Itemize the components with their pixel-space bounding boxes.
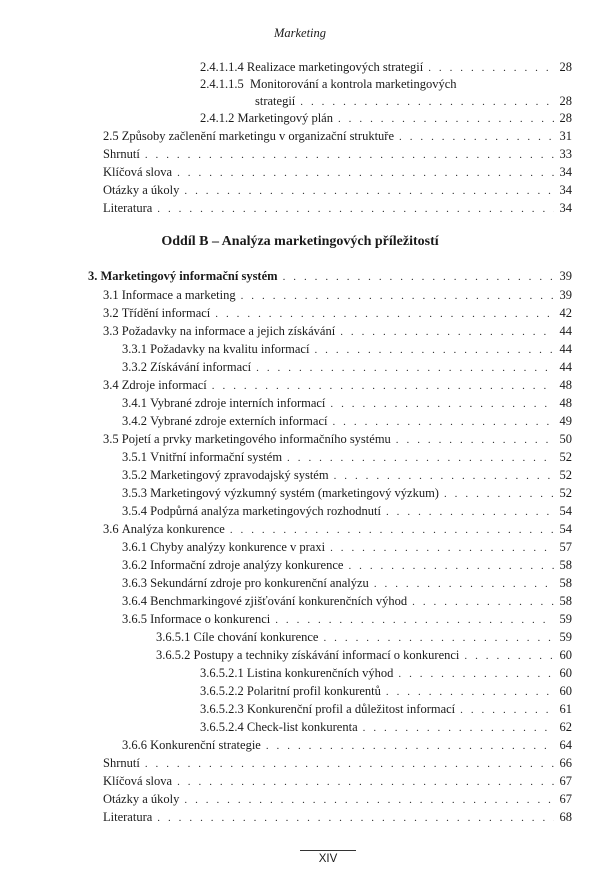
toc-entry-title: Check-list konkurenta <box>246 720 358 734</box>
page-number: XIV <box>318 853 338 865</box>
toc-leader-dots <box>157 201 554 217</box>
toc-entry[interactable] <box>103 377 572 394</box>
toc-entry-number: 3. <box>88 269 98 283</box>
toc-entry[interactable] <box>103 200 572 217</box>
toc-leader-dots <box>363 720 554 736</box>
toc-leader-dots <box>396 432 554 448</box>
section-heading: Oddíl B – Analýza marketingových příležitostí <box>161 234 439 249</box>
toc-entry[interactable] <box>122 503 572 520</box>
toc-entry[interactable] <box>103 128 572 145</box>
toc-entry-title: Informace a marketing <box>121 288 236 302</box>
toc-entry-page: 52 <box>559 468 572 482</box>
toc-entry-page: 49 <box>559 414 572 428</box>
toc-entry-page: 66 <box>559 756 572 770</box>
toc-entry[interactable] <box>103 521 572 538</box>
toc-entry-page: 31 <box>559 129 572 143</box>
toc-entry[interactable] <box>103 791 572 808</box>
toc-entry-title: Sekundární zdroje pro konkurenční analýzu <box>150 576 369 590</box>
toc-leader-dots <box>340 324 554 340</box>
toc-entry-title: Shrnutí <box>103 756 140 770</box>
toc-entry-page: 60 <box>559 684 572 698</box>
toc-entry-page: 28 <box>559 111 572 125</box>
toc-entry[interactable] <box>103 164 572 181</box>
toc-entry-page: 59 <box>559 612 572 626</box>
toc-entry-title: Literatura <box>103 810 153 824</box>
toc-entry-number: 3.6.1 <box>122 540 147 554</box>
toc-leader-dots <box>145 147 554 163</box>
toc-entry-number: 3.6.5.2.3 <box>200 702 244 716</box>
toc-entry[interactable] <box>122 737 572 754</box>
toc-entry-number: 2.4.1.2 <box>200 111 235 125</box>
toc-entry-page: 67 <box>559 774 572 788</box>
toc-leader-dots <box>145 756 554 772</box>
toc-entry-title: Podpůrná analýza marketingových rozhodnutí <box>150 504 381 518</box>
toc-entry[interactable] <box>122 449 572 466</box>
toc-entry-number: 3.6.5.2.2 <box>200 684 244 698</box>
toc-entry-page: 34 <box>559 165 572 179</box>
toc-leader-dots <box>177 774 554 790</box>
toc-entry-page: 68 <box>559 810 572 824</box>
toc-leader-dots <box>399 129 554 145</box>
toc-leader-dots <box>283 269 554 285</box>
toc-entry-title: Vybrané zdroje interních informací <box>150 396 326 410</box>
toc-entry[interactable] <box>200 701 572 718</box>
toc-entry[interactable] <box>122 485 572 502</box>
toc-entry-continuation[interactable] <box>255 93 572 110</box>
toc-leader-dots <box>184 792 554 808</box>
toc-entry[interactable] <box>122 395 572 412</box>
toc-entry-title: Otázky a úkoly <box>103 183 180 197</box>
toc-entry-page: 58 <box>559 576 572 590</box>
toc-leader-dots <box>464 648 554 664</box>
toc-entry[interactable] <box>200 683 572 700</box>
toc-entry[interactable] <box>200 665 572 682</box>
toc-entry-number: 3.6.6 <box>122 738 147 752</box>
toc-entry-page: 60 <box>559 666 572 680</box>
toc-leader-dots <box>428 60 554 76</box>
toc-entry[interactable] <box>200 76 457 92</box>
toc-entry-title: Způsoby začlenění marketingu v organizační struktuře <box>121 129 394 143</box>
toc-leader-dots <box>330 396 554 412</box>
toc-entry-title: Polaritní profil konkurentů <box>246 684 381 698</box>
footer-rule <box>300 850 356 851</box>
toc-entry-page: 64 <box>559 738 572 752</box>
toc-entry-page: 39 <box>559 288 572 302</box>
toc-entry[interactable] <box>122 539 572 556</box>
toc-entry-number: 2.4.1.1.4 <box>200 60 244 74</box>
toc-entry-title: strategií <box>255 94 296 108</box>
toc-leader-dots <box>241 288 554 304</box>
toc-entry-page: 58 <box>559 594 572 608</box>
running-header: Marketing <box>273 26 327 40</box>
toc-entry-title: Zdroje informací <box>121 378 207 392</box>
toc-entry[interactable] <box>103 431 572 448</box>
toc-entry-number: 3.5.1 <box>122 450 147 464</box>
toc-entry-title: Informační zdroje analýzy konkurence <box>150 558 344 572</box>
toc-entry-page: 48 <box>559 378 572 392</box>
toc-entry-number: 3.6.5.1 <box>156 630 191 644</box>
toc-leader-dots <box>332 414 554 430</box>
toc-entry[interactable] <box>103 182 572 199</box>
toc-entry-page: 34 <box>559 183 572 197</box>
toc-entry-title: Realizace marketingových strategií <box>246 60 424 74</box>
toc-entry[interactable] <box>122 413 572 430</box>
toc-entry-number: 3.6.5 <box>122 612 147 626</box>
toc-entry-title: Vybrané zdroje externích informací <box>150 414 328 428</box>
toc-entry-title: Otázky a úkoly <box>103 792 180 806</box>
toc-entry-title: Vnitřní informační systém <box>150 450 283 464</box>
toc-entry-title: Konkurenční strategie <box>150 738 261 752</box>
toc-entry-title: Literatura <box>103 201 153 215</box>
toc-entry-title: Konkurenční profil a důležitost informací <box>246 702 456 716</box>
toc-leader-dots <box>330 540 554 556</box>
toc-leader-dots <box>338 111 554 127</box>
toc-entry-title: Postupy a techniky získávání informací o konkurenci <box>193 648 460 662</box>
toc-entry-page: 33 <box>559 147 572 161</box>
toc-entry-page: 34 <box>559 201 572 215</box>
toc-entry-page: 50 <box>559 432 572 446</box>
toc-entry-page: 58 <box>559 558 572 572</box>
toc-entry-number: 3.6.3 <box>122 576 147 590</box>
toc-entry-page: 44 <box>559 324 572 338</box>
toc-entry-number: 2.5 <box>103 129 119 143</box>
toc-entry-page: 59 <box>559 630 572 644</box>
toc-entry[interactable] <box>122 575 572 592</box>
toc-leader-dots <box>323 630 554 646</box>
toc-entry[interactable] <box>122 341 572 358</box>
toc-entry[interactable] <box>103 305 572 322</box>
toc-entry[interactable] <box>156 629 572 646</box>
toc-leader-dots <box>386 684 554 700</box>
toc-entry-number: 3.3.2 <box>122 360 147 374</box>
toc-entry-title: Marketingový plán <box>237 111 333 125</box>
toc-leader-dots <box>386 504 554 520</box>
toc-entry-number: 3.4 <box>103 378 119 392</box>
toc-entry-page: 54 <box>559 522 572 536</box>
toc-entry-page: 44 <box>559 360 572 374</box>
toc-entry-title: Analýza konkurence <box>121 522 225 536</box>
toc-entry-number: 3.5.4 <box>122 504 147 518</box>
toc-leader-dots <box>348 558 554 574</box>
toc-entry-title: Klíčová slova <box>103 774 173 788</box>
toc-leader-dots <box>460 702 554 718</box>
toc-leader-dots <box>334 468 554 484</box>
toc-entry-number: 3.4.1 <box>122 396 147 410</box>
toc-entry-page: 28 <box>559 60 572 74</box>
toc-leader-dots <box>184 183 554 199</box>
toc-entry[interactable] <box>103 146 572 163</box>
toc-entry-page: 44 <box>559 342 572 356</box>
toc-leader-dots <box>157 810 554 826</box>
toc-entry-page: 60 <box>559 648 572 662</box>
toc-leader-dots <box>412 594 554 610</box>
toc-entry-number: 3.5 <box>103 432 119 446</box>
toc-entry[interactable] <box>122 557 572 574</box>
toc-entry-title: Marketingový informační systém <box>100 269 278 283</box>
toc-entry[interactable] <box>200 110 572 127</box>
toc-entry-number: 3.5.3 <box>122 486 147 500</box>
toc-leader-dots <box>374 576 554 592</box>
toc-entry-title: Požadavky na kvalitu informací <box>150 342 310 356</box>
toc-entry-number: 3.6.5.2 <box>156 648 191 662</box>
toc-leader-dots <box>398 666 554 682</box>
toc-entry-title: Shrnutí <box>103 147 140 161</box>
toc-entry-title: Klíčová slova <box>103 165 173 179</box>
toc-entry-title: Monitorování a kontrola marketingových <box>250 77 457 91</box>
toc-entry-number: 3.6.2 <box>122 558 147 572</box>
toc-entry-page: 39 <box>559 269 572 283</box>
toc-entry[interactable] <box>122 593 572 610</box>
toc-entry-number: 3.3 <box>103 324 119 338</box>
toc-entry[interactable] <box>103 809 572 826</box>
toc-entry-title: Marketingový výzkumný systém (marketingový výzkum) <box>150 486 439 500</box>
toc-entry[interactable] <box>122 467 572 484</box>
toc-leader-dots <box>215 306 554 322</box>
toc-entry-number: 3.6.4 <box>122 594 147 608</box>
toc-entry-number: 3.2 <box>103 306 119 320</box>
toc-entry-number: 3.3.1 <box>122 342 147 356</box>
toc-entry[interactable] <box>103 287 572 304</box>
toc-entry-page: 67 <box>559 792 572 806</box>
toc-leader-dots <box>256 360 554 376</box>
toc-entry[interactable] <box>122 611 572 628</box>
toc-entry-number: 3.6.5.2.1 <box>200 666 244 680</box>
toc-entry-page: 48 <box>559 396 572 410</box>
toc-leader-dots <box>266 738 554 754</box>
toc-chapter-entry[interactable] <box>88 268 572 285</box>
toc-entry-title: Benchmarkingové zjišťování konkurenčních výhod <box>150 594 408 608</box>
toc-entry-title: Cíle chování konkurence <box>193 630 319 644</box>
toc-leader-dots <box>275 612 554 628</box>
toc-entry[interactable] <box>103 755 572 772</box>
toc-entry-page: 62 <box>559 720 572 734</box>
toc-entry-title: Marketingový zpravodajský systém <box>150 468 329 482</box>
toc-entry-number: 3.6.5.2.4 <box>200 720 244 734</box>
toc-entry-title: Třídění informací <box>121 306 211 320</box>
toc-entry-title: Informace o konkurenci <box>150 612 271 626</box>
toc-entry-number: 2.4.1.1.5 <box>200 77 244 91</box>
toc-entry[interactable] <box>103 323 572 340</box>
toc-entry-number: 3.6 <box>103 522 119 536</box>
toc-leader-dots <box>300 94 554 110</box>
toc-entry-page: 52 <box>559 450 572 464</box>
toc-leader-dots <box>177 165 554 181</box>
toc-entry-title: Chyby analýzy konkurence v praxi <box>150 540 326 554</box>
toc-entry-page: 28 <box>559 94 572 108</box>
toc-entry-number: 3.4.2 <box>122 414 147 428</box>
toc-entry-title: Pojetí a prvky marketingového informačního systému <box>121 432 391 446</box>
toc-entry[interactable] <box>200 59 572 76</box>
toc-entry[interactable] <box>103 773 572 790</box>
toc-entry[interactable] <box>156 647 572 664</box>
toc-entry[interactable] <box>122 359 572 376</box>
toc-leader-dots <box>314 342 554 358</box>
toc-entry-number: 3.1 <box>103 288 119 302</box>
toc-entry-page: 42 <box>559 306 572 320</box>
toc-leader-dots <box>287 450 554 466</box>
toc-leader-dots <box>212 378 554 394</box>
toc-entry-title: Získávání informací <box>150 360 252 374</box>
toc-entry-page: 52 <box>559 486 572 500</box>
toc-entry-page: 54 <box>559 504 572 518</box>
toc-entry[interactable] <box>200 719 572 736</box>
toc-leader-dots <box>230 522 554 538</box>
toc-leader-dots <box>444 486 554 502</box>
toc-entry-title: Listina konkurenčních výhod <box>246 666 394 680</box>
toc-entry-number: 3.5.2 <box>122 468 147 482</box>
toc-entry-title: Požadavky na informace a jejich získávání <box>121 324 336 338</box>
toc-entry-page: 61 <box>559 702 572 716</box>
toc-entry-page: 57 <box>559 540 572 554</box>
